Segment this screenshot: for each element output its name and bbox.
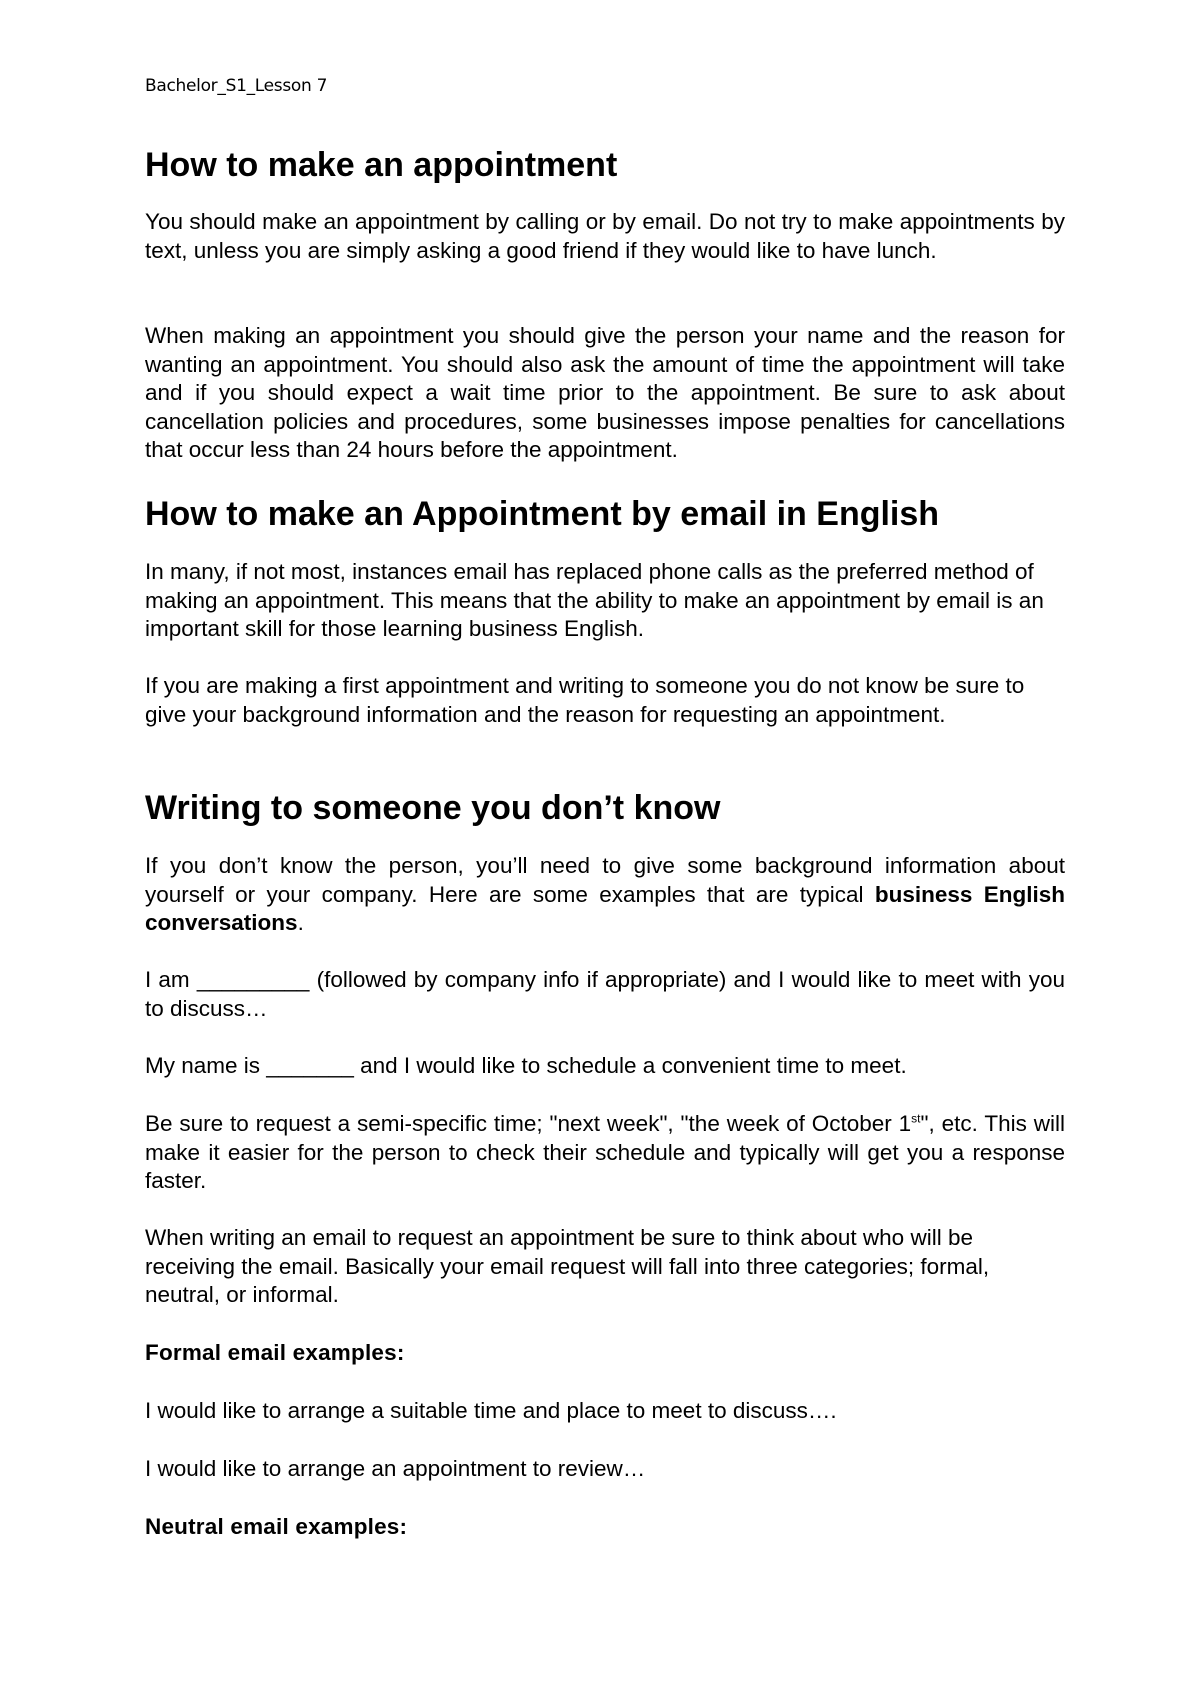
running-header: Bachelor_S1_Lesson 7	[145, 76, 328, 96]
example-i-am: I am _________ (followed by company info if appropriate) and I would like to meet with you to discuss…	[145, 967, 1065, 1021]
paragraph-email-replaced-phone: In many, if not most, instances email has replaced phone calls as the preferred method of making an appointment. This means that the ability to make an appointment by email is an important skill for those learning business English.	[145, 559, 1044, 641]
section-heading-appointment: How to make an appointment	[145, 146, 618, 184]
semi-specific-text-after: ", etc. This will make it easier for the person to check their schedule and typically will get you a response faster.	[145, 1111, 1065, 1193]
paragraph-semi-specific-time	[145, 1110, 1065, 1196]
formal-examples-label: Formal email examples:	[145, 1340, 405, 1365]
paragraph-appointment-details: When making an appointment you should give the person your name and the reason for wanting an appointment. You should also ask the amount of time the appointment will take and if you should expect a wait time prior to the appointment. Be sure to ask about cancellation policies and procedures, some businesses impose penalties for cancellations that occur less than 24 hours before the appointment.	[145, 323, 1065, 462]
formal-example-2: I would like to arrange an appointment to review…	[145, 1456, 646, 1481]
paragraph-first-appointment: If you are making a first appointment and writing to someone you do not know be sure to give your background information and the reason for requesting an appointment.	[145, 673, 1025, 727]
neutral-examples-label: Neutral email examples:	[145, 1514, 408, 1539]
paragraph-background-text: If you don’t know the person, you’ll need to give some background information about yourself or your company. Here are some examples that are typical	[145, 853, 1065, 907]
paragraph-background-end: .	[297, 910, 304, 935]
semi-specific-text-before: Be sure to request a semi-specific time; "next week", "the week of October 1	[145, 1111, 912, 1136]
example-my-name-is: My name is _______ and I would like to schedule a convenient time to meet.	[145, 1053, 907, 1078]
paragraph-email-categories: When writing an email to request an appointment be sure to think about who will be receiving the email. Basically your email request will fall into three categories; formal, neutral, or informal.	[145, 1225, 990, 1307]
section-heading-writing-to-stranger: Writing to someone you don’t know	[145, 789, 721, 827]
section-heading-email-appointment: How to make an Appointment by email in English	[145, 495, 940, 533]
paragraph-appointment-methods: You should make an appointment by calling or by email. Do not try to make appointments by text, unless you are simply asking a good friend if they would like to have lunch.	[145, 209, 1065, 263]
ordinal-superscript: st	[911, 1111, 921, 1126]
paragraph-background-info	[145, 852, 1065, 938]
formal-example-1: I would like to arrange a suitable time and place to meet to discuss….	[145, 1398, 837, 1423]
bold-phrase-business-english: business English conversations	[145, 881, 1065, 935]
